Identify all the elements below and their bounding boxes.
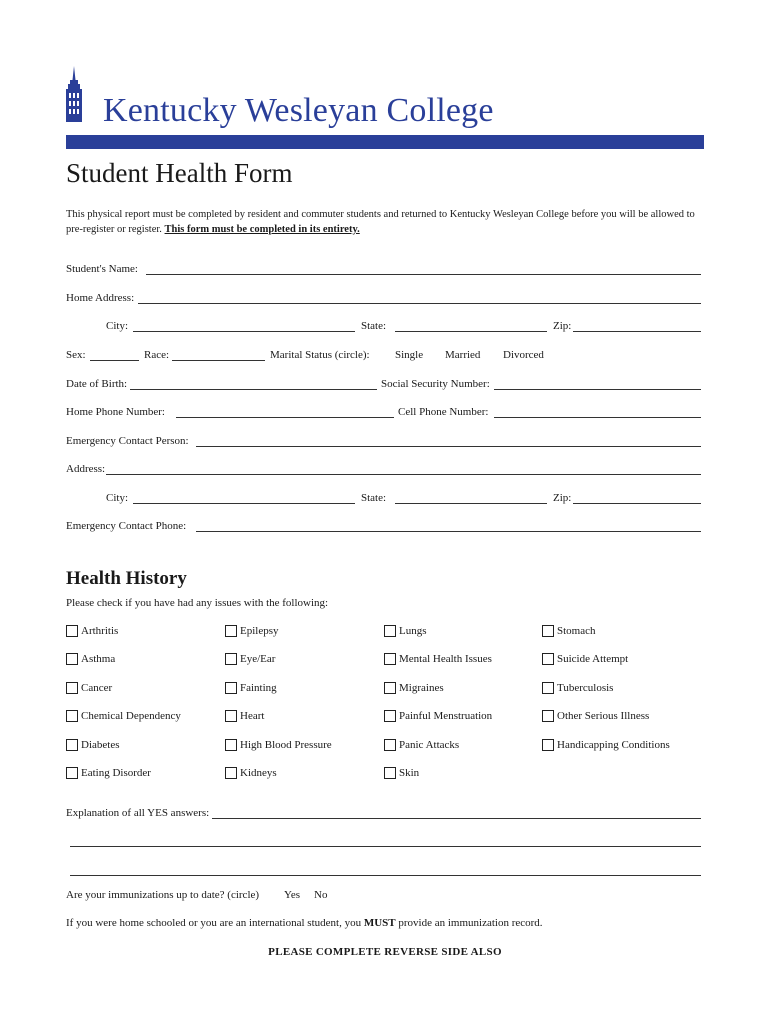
checkbox-box[interactable] xyxy=(66,625,78,637)
race-label: Race: xyxy=(144,349,170,361)
emergency-contact-field[interactable] xyxy=(196,446,701,447)
dob-label: Date of Birth: xyxy=(66,378,128,390)
checkbox-label: Suicide Attempt xyxy=(557,653,629,665)
intro-text: This physical report must be completed by resident and commuter students and returned to Kentucky Wesleyan College before you will be allowed to pre-register or register. xyxy=(66,209,695,235)
city-field[interactable] xyxy=(133,331,355,332)
student-name-label: Student's Name: xyxy=(66,263,138,275)
checkbox-label: Asthma xyxy=(81,653,116,665)
checkbox-box[interactable] xyxy=(225,739,237,751)
health-history-instructions: Please check if you have had any issues with the following: xyxy=(66,597,329,609)
immunizations-question: Are your immunizations up to date? (circle) xyxy=(66,889,260,901)
checkbox-panic-attacks[interactable] xyxy=(384,739,459,751)
checkbox-label: Panic Attacks xyxy=(399,739,460,751)
checkbox-box[interactable] xyxy=(542,653,554,665)
checkbox-label: Skin xyxy=(399,767,420,779)
checkbox-label: Mental Health Issues xyxy=(399,653,492,665)
checkbox-label: Cancer xyxy=(81,682,113,694)
checkbox-box[interactable] xyxy=(384,710,396,722)
checkbox-tuberculosis[interactable] xyxy=(542,682,613,694)
checkbox-heart[interactable] xyxy=(225,710,264,722)
explanation-line-3[interactable] xyxy=(70,875,701,876)
state2-label: State: xyxy=(361,492,387,504)
checkbox-arthritis[interactable] xyxy=(66,625,118,637)
checkbox-skin[interactable] xyxy=(384,767,419,779)
emergency-phone-label: Emergency Contact Phone: xyxy=(66,520,187,532)
checkbox-label: Other Serious Illness xyxy=(557,710,650,722)
checkbox-box[interactable] xyxy=(384,653,396,665)
checkbox-other-serious-illness[interactable] xyxy=(542,710,649,722)
checkbox-box[interactable] xyxy=(225,653,237,665)
home-address-field[interactable] xyxy=(138,303,701,304)
checkbox-box[interactable] xyxy=(66,710,78,722)
checkbox-box[interactable] xyxy=(542,739,554,751)
home-school-note xyxy=(66,917,543,929)
checkbox-diabetes[interactable] xyxy=(66,739,119,751)
marital-option-divorced[interactable]: Divorced xyxy=(503,349,544,361)
address-field[interactable] xyxy=(106,474,701,475)
explanation-label: Explanation of all YES answers: xyxy=(66,807,210,819)
checkbox-box[interactable] xyxy=(384,767,396,779)
header-divider xyxy=(66,135,704,149)
checkbox-box[interactable] xyxy=(225,710,237,722)
sex-field[interactable] xyxy=(90,360,139,361)
ssn-field[interactable] xyxy=(494,389,701,390)
immunizations-yes[interactable]: Yes xyxy=(284,889,301,901)
checkbox-label: Fainting xyxy=(240,682,277,694)
checkbox-box[interactable] xyxy=(225,682,237,694)
checkbox-box[interactable] xyxy=(225,625,237,637)
immunizations-no[interactable]: No xyxy=(314,889,328,901)
bell-tower-icon xyxy=(64,66,84,122)
checkbox-box[interactable] xyxy=(66,739,78,751)
checkbox-epilepsy[interactable] xyxy=(225,625,279,637)
checkbox-box[interactable] xyxy=(66,653,78,665)
emergency-contact-label: Emergency Contact Person: xyxy=(66,435,189,447)
checkbox-label: Epilepsy xyxy=(240,625,279,637)
dob-field[interactable] xyxy=(130,389,377,390)
marital-option-single[interactable]: Single xyxy=(395,349,424,361)
checkbox-label: Heart xyxy=(240,710,265,722)
checkbox-asthma[interactable] xyxy=(66,653,115,665)
checkbox-handicapping-conditions[interactable] xyxy=(542,739,670,751)
checkbox-label: Migraines xyxy=(399,682,444,694)
checkbox-cancer[interactable] xyxy=(66,682,112,694)
home-phone-field[interactable] xyxy=(176,417,394,418)
race-field[interactable] xyxy=(172,360,265,361)
checkbox-label: Painful Menstruation xyxy=(399,710,493,722)
marital-option-married[interactable]: Married xyxy=(445,349,481,361)
checkbox-label: High Blood Pressure xyxy=(240,739,332,751)
checkbox-painful-menstruation[interactable] xyxy=(384,710,492,722)
checkbox-label: Diabetes xyxy=(81,739,120,751)
checkbox-box[interactable] xyxy=(384,739,396,751)
checkbox-high-blood-pressure[interactable] xyxy=(225,739,332,751)
checkbox-label: Lungs xyxy=(399,625,427,637)
checkbox-label: Handicapping Conditions xyxy=(557,739,670,751)
checkbox-kidneys[interactable] xyxy=(225,767,277,779)
home-address-label: Home Address: xyxy=(66,292,135,304)
checkbox-fainting[interactable] xyxy=(225,682,277,694)
cell-phone-label: Cell Phone Number: xyxy=(398,406,489,418)
college-name: Kentucky Wesleyan College xyxy=(103,92,494,129)
reverse-side-note: PLEASE COMPLETE REVERSE SIDE ALSO xyxy=(268,946,502,958)
checkbox-label: Arthritis xyxy=(81,625,119,637)
checkbox-label: Stomach xyxy=(557,625,596,637)
explanation-field[interactable] xyxy=(212,818,701,819)
checkbox-mental-health-issues[interactable] xyxy=(384,653,492,665)
checkbox-label: Tuberculosis xyxy=(557,682,614,694)
city-label: City: xyxy=(106,320,129,332)
city2-label: City: xyxy=(106,492,129,504)
state-label: State: xyxy=(361,320,387,332)
checkbox-box[interactable] xyxy=(542,682,554,694)
checkbox-box[interactable] xyxy=(542,625,554,637)
zip-field[interactable] xyxy=(573,331,701,332)
home-school-note-must: MUST xyxy=(363,917,396,929)
ssn-label: Social Security Number: xyxy=(381,378,490,390)
city2-field[interactable] xyxy=(133,503,355,504)
checkbox-migraines[interactable] xyxy=(384,682,444,694)
checkbox-chemical-dependency[interactable] xyxy=(66,710,181,722)
checkbox-suicide-attempt[interactable] xyxy=(542,653,628,665)
checkbox-label: Chemical Dependency xyxy=(81,710,181,722)
checkbox-box[interactable] xyxy=(542,710,554,722)
home-school-note-post: provide an immunization record. xyxy=(395,917,543,929)
emergency-phone-field[interactable] xyxy=(196,531,701,532)
explanation-line-2[interactable] xyxy=(70,846,701,847)
intro-emphasis: This form must be completed in its entirety. xyxy=(164,224,360,235)
state-field[interactable] xyxy=(395,331,547,332)
checkbox-label: Eye/Ear xyxy=(240,653,276,665)
checkbox-lungs[interactable] xyxy=(384,625,427,637)
checkbox-label: Eating Disorder xyxy=(81,767,151,779)
zip2-label: Zip: xyxy=(553,492,572,504)
zip2-field[interactable] xyxy=(573,503,701,504)
checkbox-eating-disorder[interactable] xyxy=(66,767,151,779)
student-name-field[interactable] xyxy=(146,274,701,275)
home-school-note-pre: If you were home schooled or you are an international student, you xyxy=(66,917,364,929)
sex-label: Sex: xyxy=(66,349,86,361)
checkbox-box[interactable] xyxy=(384,625,396,637)
state2-field[interactable] xyxy=(395,503,547,504)
checkbox-stomach[interactable] xyxy=(542,625,596,637)
checkbox-box[interactable] xyxy=(66,767,78,779)
intro-paragraph xyxy=(66,207,706,237)
address-label: Address: xyxy=(66,463,106,475)
zip-label: Zip: xyxy=(553,320,572,332)
cell-phone-field[interactable] xyxy=(494,417,701,418)
checkbox-label: Kidneys xyxy=(240,767,277,779)
checkbox-box[interactable] xyxy=(384,682,396,694)
page-title: Student Health Form xyxy=(66,158,293,188)
health-history-title: Health History xyxy=(66,568,187,589)
checkbox-box[interactable] xyxy=(66,682,78,694)
checkbox-eye-ear[interactable] xyxy=(225,653,275,665)
marital-status-label: Marital Status (circle): xyxy=(270,349,370,361)
checkbox-box[interactable] xyxy=(225,767,237,779)
home-phone-label: Home Phone Number: xyxy=(66,406,165,418)
